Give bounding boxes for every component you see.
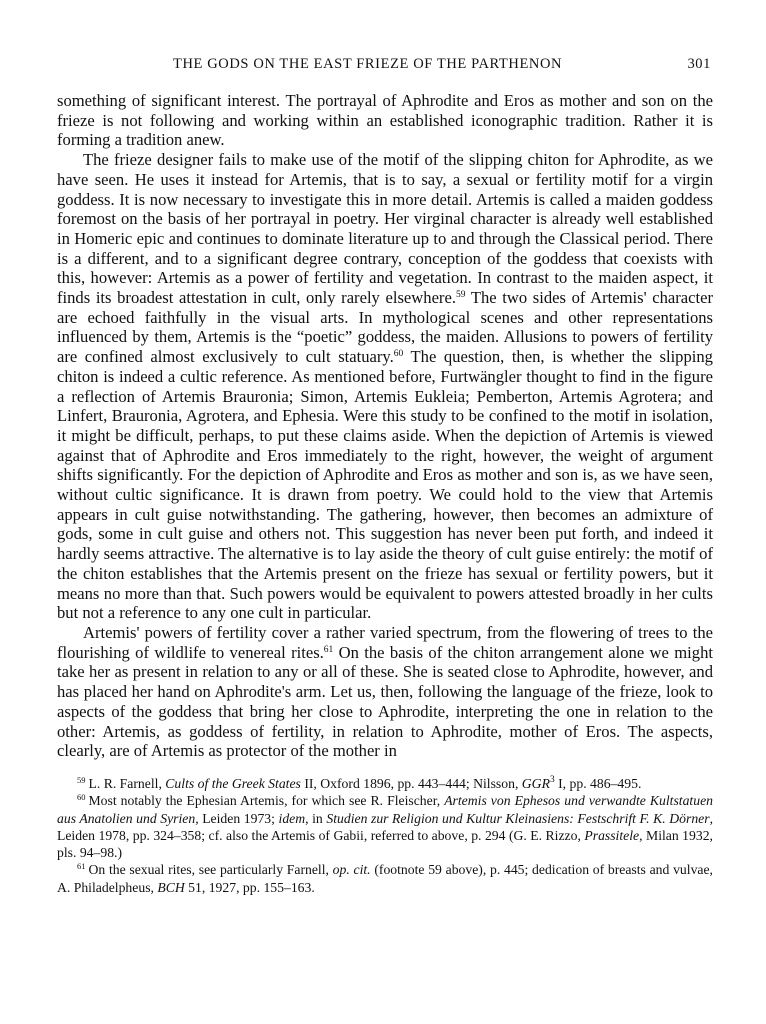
running-title: THE GODS ON THE EAST FRIEZE OF THE PARTHENON [173, 56, 563, 72]
footnote-text: , Leiden 1973; [195, 810, 279, 826]
footnote-ref-59: 59 [455, 290, 466, 301]
footnote-number: 60 [77, 792, 86, 803]
footnote-59 [57, 775, 713, 792]
footnote-ref-61: 61 [323, 644, 334, 655]
footnote-text: , Milan 1932, pls. 94–98.) [57, 827, 713, 861]
text-run: The two sides of Artemis' character are echoed faithfully in the visual arts. In mythological scenes and other representations influenced by them, Artemis is the “poetic” goddess, the maiden. Allusions to powers of fertility are confined almost exclusively to cult statuary. [57, 288, 714, 367]
footnote-ref-60: 60 [393, 349, 404, 360]
footnote-text: I, pp. 486–495. [554, 775, 642, 791]
footnote-text: II, Oxford 1896, pp. 443–444; Nilsson, [300, 775, 522, 791]
text-run: something of significant interest. The portrayal of Aphrodite and Eros as mother and son on the frieze is not following and working within an established iconographic tradition. Rather it is forming a tradition anew. [57, 91, 713, 150]
page-number: 301 [687, 56, 711, 72]
footnote-60 [57, 792, 713, 861]
footnotes [57, 775, 713, 896]
footnote-title: GGR [521, 775, 550, 791]
footnote-title: op. cit. [332, 862, 371, 878]
paragraph-fertility-powers [57, 623, 713, 761]
paragraph-continuation [57, 91, 713, 150]
footnote-title: idem [278, 810, 306, 826]
footnote-title: Cults of the Greek States [165, 775, 301, 791]
body-text [57, 91, 713, 761]
footnote-title: BCH [157, 879, 185, 895]
footnote-number: 61 [77, 861, 86, 872]
document-page [57, 52, 713, 896]
footnote-title: Studien zur Religion und Kultur Kleinasiens: Festschrift F. K. Dörner [326, 810, 710, 826]
text-run: The frieze designer fails to make use of the motif of the slipping chiton for Aphrodite, as we have seen. He uses it instead for Artemis, that is to say, a sexual or fertility motif for a virgin goddess. It is now necessary to investigate this in more detail. Artemis is called a maiden goddess foremost on the basis of her portrayal in poetry. Her virginal character is already well established in Homeric epic and continues to dominate literature up to and through the Classical period. There is a different, and to a significant degree contrary, conception of the goddess that coexists with this, however: Artemis as a power of fertility and vegetation. In contrast to the maiden aspect, it finds its broadest attestation in cult, only rarely elsewhere. [57, 150, 713, 308]
text-run: The question, then, is whether the slipping chiton is indeed a cultic reference. As mentioned before, Furtwängler thought to find in the figure a reflection of Artemis Brauronia; Simon, Artemis Eukleia; Pemberton, Artemis Agrotera; and Linfert, Brauronia, Agrotera, and Ephesia. Were this study to be confined to the motif in isolation, it might be difficult, perhaps, to put these claims aside. When the depiction of Artemis is viewed against that of Aphrodite and Eros immediately to the right, however, the weight of argument shifts significantly. For the depiction of Aphrodite and Eros as mother and son is, as we have seen, without cultic significance. It is drawn from poetry. We could hold to the view that Artemis appears in cult guise notwithstanding. The gathering, however, then becomes an admixture of gods, some in cult guise and others not. This suggestion has never been put forth, and indeed it hardly seems attractive. The alternative is to lay aside the theory of cult guise entirely: the motif of the chiton establishes that the Artemis present on the frieze has sexual or fertility powers, but it means no more than that. Such powers would be equivalent to powers attested broadly in her cults but not a reference to any one cult in particular. [57, 347, 713, 623]
footnote-text: Most notably the Ephesian Artemis, for which see R. Fleischer, [88, 793, 445, 809]
footnote-text: L. R. Farnell, [88, 775, 166, 791]
running-head [57, 52, 713, 74]
paragraph-slipping-chiton [57, 150, 713, 623]
footnote-text: (footnote 59 above), p. 445; dedication of breasts and vulvae, A. Philadelpheus, [57, 862, 713, 895]
footnote-number: 59 [77, 774, 86, 785]
footnote-title: Prassitele [584, 827, 640, 843]
footnote-text: On the sexual rites, see particularly Farnell, [88, 862, 333, 878]
footnote-text: , in [305, 810, 327, 826]
footnote-text: , Leiden 1978, pp. 324–358; cf. also the Artemis of Gabii, referred to above, p. 294 (G. E. Rizzo, [57, 810, 713, 843]
text-run: Artemis' powers of fertility cover a rather varied spectrum, from the flowering of trees to the flourishing of wildlife to venereal rites. [57, 622, 713, 662]
footnote-title: Artemis von Ephesos und verwandte Kultstatuen aus Anatolien und Syrien [57, 793, 713, 826]
text-run: On the basis of the chiton arrangement alone we might take her as present in relation to any or all of these. She is seated close to Aphrodite, however, and has placed her hand on Aphrodite's arm. Let us, then, following the language of the frieze, look to aspects of the goddess that bring her close to Aphrodite, interpreting the one in relation to the other: Artemis, as goddess of fertility, in relation to Aphrodite, mother of Eros. The aspects, clearly, are of Artemis as protector of the mother in [57, 642, 713, 761]
footnote-text: 51, 1927, pp. 155–163. [184, 879, 315, 895]
footnote-edition: 3 [549, 774, 555, 785]
footnote-61 [57, 861, 713, 896]
